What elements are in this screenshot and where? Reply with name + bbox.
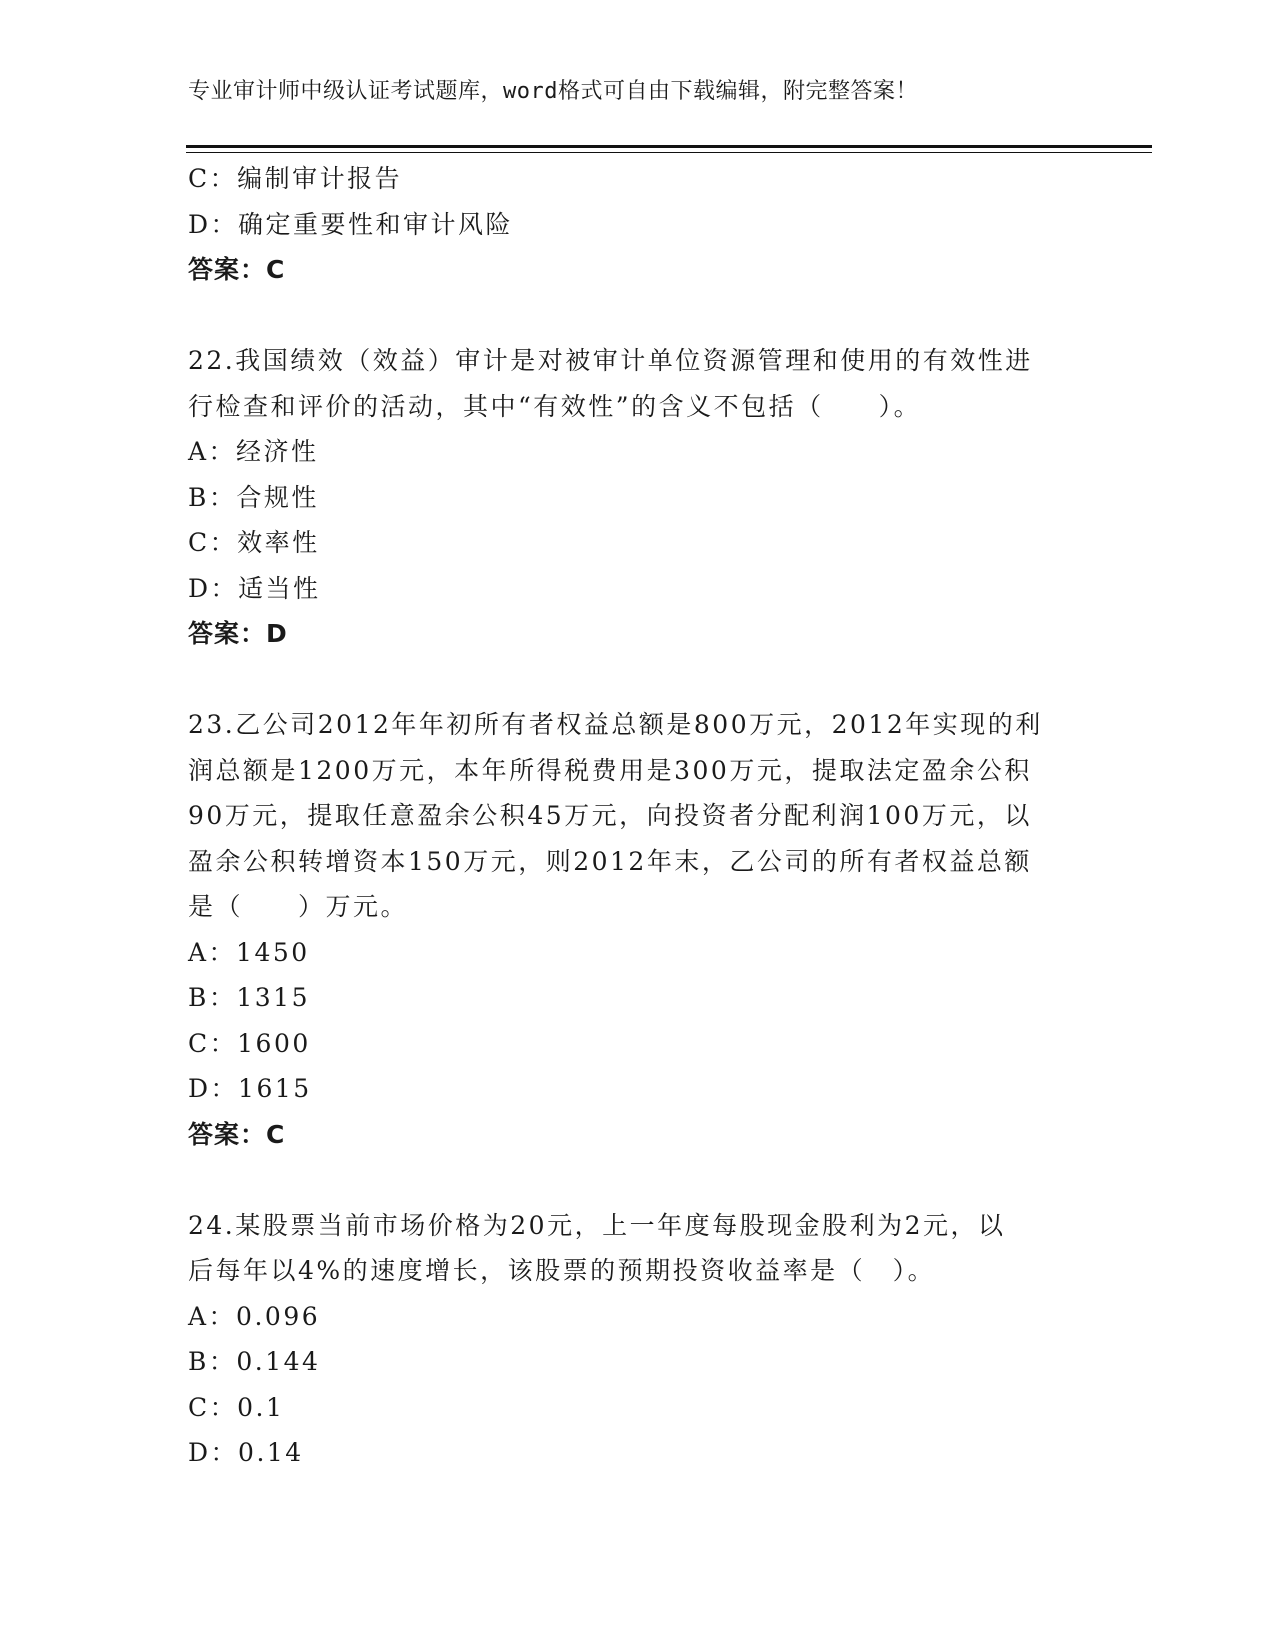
question-content: [188, 156, 1088, 1476]
q23-option-a: A：1450: [188, 937, 310, 967]
q23-option-b: B：1315: [188, 983, 310, 1012]
q24-stem-line-1: 24.某股票当前市场价格为20元，上一年度每股现金股利为2元，以: [188, 1210, 1006, 1240]
q23-option-d: D：1615: [188, 1074, 312, 1103]
question-24: [188, 1203, 1088, 1476]
q21-answer: 答案：C: [188, 255, 286, 284]
q21-option-c: C：编制审计报告: [188, 164, 403, 193]
q23-stem-line-2: 润总额是1200万元，本年所得税费用是300万元，提取法定盈余公积: [188, 755, 1032, 785]
q22-option-c: C：效率性: [188, 528, 320, 557]
q22-option-d: D：适当性: [188, 573, 321, 603]
q23-option-c: C：1600: [188, 1028, 311, 1058]
q23-stem-line-5: 是（ ）万元。: [188, 892, 409, 921]
q24-stem-line-2: 后每年以4%的速度增长，该股票的预期投资收益率是（ ）。: [188, 1256, 936, 1285]
question-21: [188, 156, 1088, 293]
spacer: [188, 657, 1088, 703]
q23-stem-line-4: 盈余公积转增资本150万元，则2012年末，乙公司的所有者权益总额: [188, 846, 1032, 876]
header-rule-thick: [186, 145, 1152, 148]
q24-option-c: C：0.1: [188, 1392, 285, 1422]
q21-option-d: D：确定重要性和审计风险: [188, 209, 514, 239]
q22-answer: 答案：D: [188, 619, 288, 648]
q22-stem-line-1: 22.我国绩效（效益）审计是对被审计单位资源管理和使用的有效性进: [188, 346, 1033, 375]
q24-option-b: B：0.144: [188, 1347, 321, 1376]
question-22: [188, 338, 1088, 657]
spacer: [188, 1157, 1088, 1203]
q22-option-b: B：合规性: [188, 482, 319, 512]
header-rule-thin: [186, 152, 1152, 153]
q23-stem-line-3: 90万元，提取任意盈余公积45万元，向投资者分配利润100万元，以: [188, 801, 1032, 830]
q24-option-d: D：0.14: [188, 1438, 304, 1467]
page-header: 专业审计师中级认证考试题库，word格式可自由下载编辑，附完整答案！: [188, 79, 918, 104]
q22-option-a: A：经济性: [188, 437, 319, 466]
spacer: [188, 293, 1088, 339]
q22-stem-line-2: 行检查和评价的活动，其中“有效性”的含义不包括（ ）。: [188, 391, 922, 421]
q23-answer: 答案：C: [188, 1119, 286, 1149]
q23-stem-line-1: 23.乙公司2012年年初所有者权益总额是800万元，2012年实现的利: [188, 710, 1043, 739]
question-23: [188, 702, 1088, 1157]
q24-option-a: A：0.096: [188, 1301, 321, 1331]
